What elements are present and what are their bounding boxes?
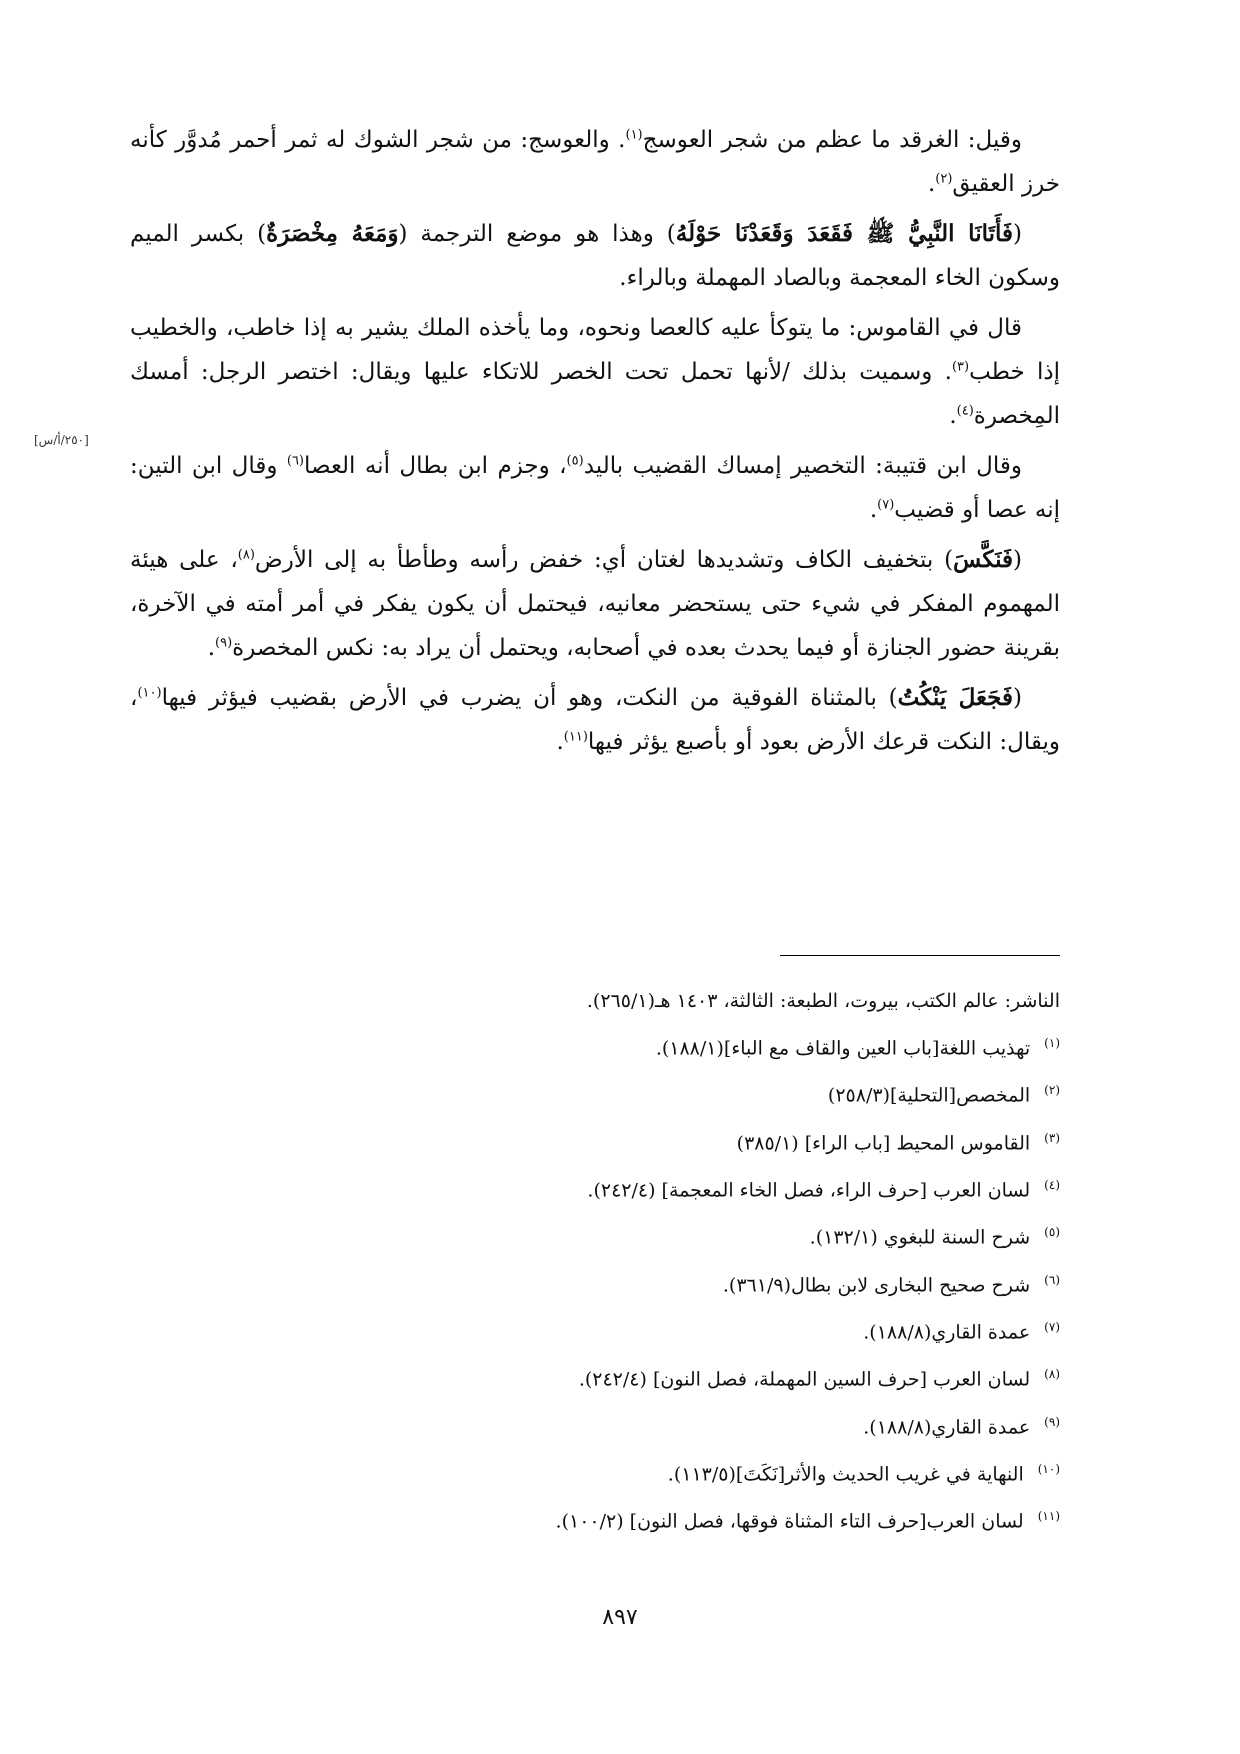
footnote xyxy=(400,1024,1060,1067)
paragraph xyxy=(130,306,1060,438)
footnote-ref: (٨) xyxy=(237,547,255,563)
paragraph-text: . xyxy=(949,403,957,429)
paragraph xyxy=(130,538,1060,670)
footnote-text: عمدة القاري(١٨٨/٨). xyxy=(863,1321,1031,1344)
footnote-ref: (١١) xyxy=(563,729,588,745)
footnote-text: المخصص[التحلية](٢٥٨/٣) xyxy=(827,1084,1031,1107)
paragraph-text: . وسميت بذلك /لأنها تحمل تحت الخصر للاتكاء عليها ويقال: اختصر الرجل: أمسك المِخصرة xyxy=(130,359,1060,429)
paragraph-text: ، وجزم ابن بطال أنه العصا xyxy=(304,453,567,479)
page-number: ٨٩٧ xyxy=(602,1605,638,1630)
footnote-number: (٧) xyxy=(1044,1319,1060,1334)
paragraph-text: ) وهذا هو موضع الترجمة ( xyxy=(398,221,676,247)
paragraph xyxy=(130,212,1060,300)
paragraph-text: ) بتخفيف الكاف وتشديدها لغتان أي: خفض رأسه وطأطأ به إلى الأرض xyxy=(254,547,954,573)
footnote-text: عمدة القاري(١٨٨/٨). xyxy=(863,1415,1031,1438)
footnote-ref: (١) xyxy=(625,127,643,143)
footnote-text: لسان العرب [حرف الراء، فصل الخاء المعجمة] (٢٤٢/٤). xyxy=(587,1179,1031,1202)
paragraph-text: ( xyxy=(1013,547,1022,573)
footnotes xyxy=(400,982,1060,1545)
paragraph-text: قال في القاموس: ما يتوكأ عليه كالعصا ونحوه، وما يأخذه الملك يشير به إذا خاطب، والخطيب إذا خطب xyxy=(130,315,1060,385)
footnote-carryover: الناشر: عالم الكتب، بيروت، الطبعة: الثالثة، ١٤٠٣ هـ(٢٦٥/١). xyxy=(586,990,1060,1012)
paragraph-text: . xyxy=(869,497,878,523)
footnote-divider xyxy=(780,955,1060,956)
footnote-ref: (٥) xyxy=(566,453,584,469)
footnote-text: شرح السنة للبغوي (١٣٢/١). xyxy=(809,1226,1031,1249)
footnote-ref: (٤) xyxy=(956,403,974,419)
footnote xyxy=(400,1071,1060,1114)
footnote-number: (٣) xyxy=(1044,1130,1060,1145)
footnote xyxy=(400,1119,1060,1162)
footnote-ref: (٩) xyxy=(215,635,233,651)
footnote-text: لسان العرب[حرف التاء المثناة فوقها، فصل النون] (١٠٠/٢). xyxy=(555,1510,1024,1533)
footnote-text: لسان العرب [حرف السين المهملة، فصل النون] (٢٤٢/٤). xyxy=(578,1368,1031,1391)
footnote-number: (١) xyxy=(1044,1036,1060,1050)
footnote-ref: (٦) xyxy=(286,453,304,469)
quoted-hadith-text: فَجَعَلَ يَنْكُتُ xyxy=(897,684,1013,711)
main-text xyxy=(130,118,1060,770)
paragraph-text: . xyxy=(207,635,216,661)
footnote-ref: (١٠) xyxy=(137,685,162,701)
paragraph-text: ) بالمثناة الفوقية من النكت، وهو أن يضرب في الأرض بقضيب فيؤثر فيها xyxy=(161,685,898,711)
footnote-text: تهذيب اللغة[باب العين والقاف مع الباء](١٨٨/١). xyxy=(655,1037,1031,1060)
paragraph xyxy=(130,118,1060,206)
footnote xyxy=(400,1497,1060,1540)
footnote xyxy=(400,1213,1060,1256)
footnote xyxy=(400,1308,1060,1351)
paragraph xyxy=(130,676,1060,764)
footnote-number: (٦) xyxy=(1044,1272,1060,1287)
footnote-number: (٢) xyxy=(1044,1083,1060,1098)
footnote-text: النهاية في غريب الحديث والأثر[نَكَتَ](١١٣/٥). xyxy=(667,1463,1024,1486)
footnote-ref: (٧) xyxy=(877,497,895,513)
footnote-number: (١٠) xyxy=(1037,1461,1060,1476)
margin-note: [٢٥٠/أ/س] xyxy=(34,433,89,447)
footnote xyxy=(400,1355,1060,1398)
paragraph xyxy=(130,444,1060,532)
paragraph-text: وقال ابن التين: إنه عصا أو قضيب xyxy=(130,453,1060,523)
paragraph-text: ) بكسر الميم وسكون الخاء المعجمة وبالصاد المهملة وبالراء. xyxy=(130,221,1060,291)
paragraph-text: وقال ابن قتيبة: التخصير إمساك القضيب باليد xyxy=(583,453,1022,479)
paragraph-text: . والعوسج: من شجر الشوك له ثمر أحمر مُدوَّر كأنه خرز العقيق xyxy=(130,127,1060,197)
footnote-ref: (٣) xyxy=(951,359,970,375)
quoted-hadith-text: فَنَكَّسَ xyxy=(953,546,1014,573)
footnote-text: القاموس المحيط [باب الراء] (٣٨٥/١) xyxy=(736,1131,1031,1154)
footnote-number: (١١) xyxy=(1037,1509,1060,1524)
footnote-list xyxy=(400,1024,1060,1541)
paragraph-text: ( xyxy=(1013,221,1022,247)
paragraph-text: وقيل: الغرقد ما عظم من شجر العوسج xyxy=(642,127,1022,153)
paragraph-text: ( xyxy=(1013,685,1022,711)
footnote xyxy=(400,1403,1060,1446)
footnote-ref: (٢) xyxy=(935,171,953,187)
paragraph-text: . xyxy=(927,171,936,197)
footnote-number: (٨) xyxy=(1044,1367,1060,1382)
paragraph-text: ، ويقال: النكت قرعك الأرض بعود أو بأصبع يؤثر فيها xyxy=(130,685,1060,755)
footnote xyxy=(400,1450,1060,1493)
paragraph-text: . xyxy=(556,729,564,755)
footnote xyxy=(400,1261,1060,1304)
quoted-hadith-text: وَمَعَهُ مِخْصَرَةٌ xyxy=(266,220,399,247)
footnote-number: (٥) xyxy=(1044,1225,1060,1240)
quoted-hadith-text: فَأَتَانَا النَّبِيُّ ﷺ فَقَعَدَ وَقَعَدْنَا حَوْلَهُ xyxy=(675,220,1014,247)
footnote xyxy=(400,1166,1060,1209)
footnote-number: (٩) xyxy=(1044,1414,1060,1429)
footnote-text: شرح صحيح البخارى لابن بطال(٣٦١/٩). xyxy=(722,1273,1031,1296)
paragraph-text: ، على هيئة المهموم المفكر في شيء حتى يستحضر معانيه، فيحتمل أن يكون يفكر في أمر أمته في الآخرة، بقرينة حضور الجنازة أو فيما يحدث بعده في أصحابه، ويحتمل أن يراد به: نكس المخصرة xyxy=(130,547,1060,661)
footnote-number: (٤) xyxy=(1044,1177,1060,1192)
